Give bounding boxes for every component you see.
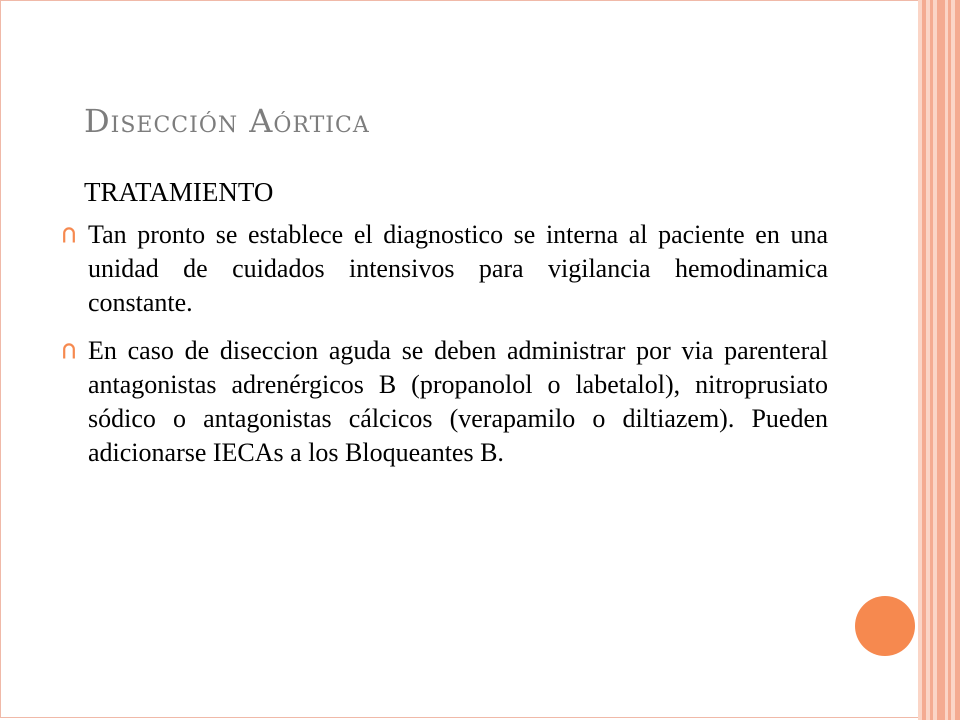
bullet-item bbox=[84, 334, 828, 470]
stripe bbox=[955, 0, 960, 720]
stripe bbox=[937, 0, 945, 720]
slide-title: Disección Aórtica bbox=[84, 102, 370, 140]
stripe bbox=[948, 0, 951, 720]
bullet-list bbox=[84, 218, 828, 470]
accent-circle bbox=[855, 596, 915, 656]
slide-content bbox=[84, 170, 828, 484]
stripe bbox=[930, 0, 933, 720]
bullet-text: En caso de diseccion aguda se deben administrar por via parenteral antagonistas adrenérgicos B (propanolol o labetalol), nitroprusiato sódico o antagonistas cálcicos (verapamilo o diltiazem). Pueden adicionarse IECAs a los Bloqueantes B. bbox=[88, 336, 828, 467]
slide-subtitle: TRATAMIENTO bbox=[84, 177, 274, 207]
bullet-text: Tan pronto se establece el diagnostico se interna al paciente en una unidad de cuidados intensivos para vigilancia hemodinamica constante. bbox=[88, 220, 828, 317]
bullet-icon bbox=[62, 226, 76, 244]
decorative-stripes bbox=[918, 0, 960, 720]
bullet-item bbox=[84, 218, 828, 320]
bullet-icon bbox=[62, 342, 76, 360]
stripe bbox=[922, 0, 926, 720]
